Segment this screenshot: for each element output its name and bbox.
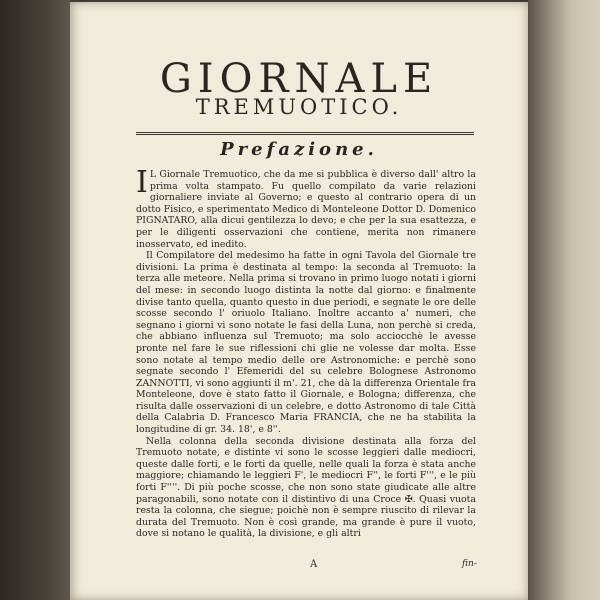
title-rule-top	[136, 132, 474, 133]
paragraph-1	[136, 165, 476, 250]
page-title: GIORNALE	[159, 56, 439, 102]
catchword: fin-	[462, 559, 477, 569]
body-text	[136, 165, 476, 540]
page-subtitle: TREMUOTICO.	[195, 95, 403, 119]
book-page	[70, 2, 528, 600]
paragraph-3: Nella colonna della seconda divisione destinata alla forza del Tremuoto notate, e distinte vi sono le scosse leggieri dalle mediocri, queste dalle forti, e le forti da quelle, nelle quali la forza è stata anche maggiore; chiamando le leggieri F', le mediocri F'', le forti F''', e le più forti F''''. Di più poche scosse, che non sono state giudicate alle altre paragonabili, sono notate con il distintivo di una Croce ✠. Quasi vuota resta la colonna, che siegue; poichè non è sempre riuscito di rilevar la durata del Tremuoto. Non è così grande, ma grande è pure il vuoto, dove si notano le qualità, la divisione, e gli altri	[136, 435, 476, 540]
signature-mark: A	[310, 559, 318, 570]
paragraph-1-text: L Giornale Tremuotico, che da me si pubblica è diverso dall' altro la prima volta stampato. Fu quello compilato da varie relazioni giornaliere inviate al Governo; e questo al contrario opera di un dotto Fisico, e sperimentato Medico di Monteleone Dottor D. Domenico PIGNATARO, alla dicui gentilezza lo devo; e che per la sua esattezza, e per le diligenti osservazioni che contiene, merita non rimanere inosservato, ed inedito.	[136, 169, 476, 250]
section-heading: Prefazione.	[220, 139, 378, 160]
title-rule-bottom	[136, 134, 474, 135]
binding-shadow-left	[0, 0, 70, 600]
drop-cap: I	[136, 165, 148, 200]
paragraph-2: Il Compilatore del medesimo ha fatte in ogni Tavola del Giornale tre divisioni. La prima è destinata al tempo: la seconda al Tremuoto: la terza alle meteore. Nella prima si trovano in primo luogo notati i giorni del mese: in secondo luogo distinta la notte dal giorno: e finalmente divise tanto quella, quanto questo in due periodi, e segnate le ore delle scosse secondo l' oriuolo Italiano. Inoltre accanto a' numeri, che segnano i giorni vi sono notate le fasi della Luna, non perchè si creda, che abbiano influenza sul Tremuoto; ma solo acciocchè le avesse pronte nel fare le sue riflessioni chi glie ne volesse dar molta. Esse sono notate al tempo medio delle ore Astronomiche: e perchè sono segnate secondo l' Efemeridi del su celebre Bolognese Astronomo ZANNOTTI, vi sono aggiunti il m'. 21, che dà la differenza Orientale fra Monteleone, dove è stato fatto il Giornale, e Bologna; differenza, che risulta dalle osservazioni di un celebre, e dotto Astronomo di tale Città della Calabria D. Francesco Maria FRANCIA, che ne ha stabilita la longitudine di gr. 34. 18', e 8''.	[136, 250, 476, 436]
page-edge-right	[528, 0, 600, 600]
